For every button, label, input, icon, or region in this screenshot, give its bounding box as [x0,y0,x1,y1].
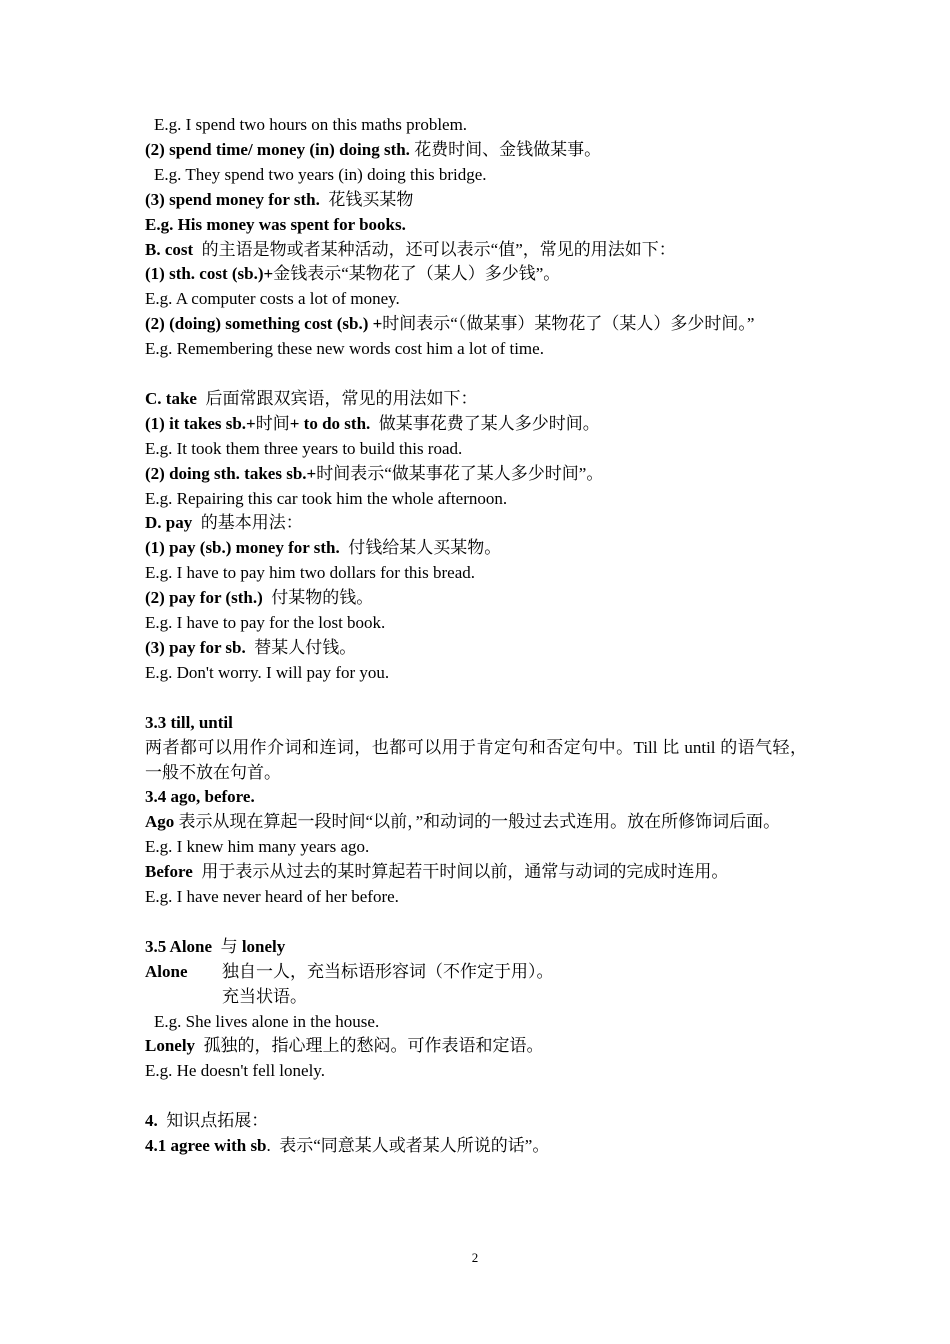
usage-pattern: (2) spend time/ money (in) doing sth. [145,139,410,159]
section-heading [145,1109,807,1134]
definition-text: 独自一人，充当标语形容词（不作定于用）。 [222,961,554,981]
example-line [145,661,807,686]
blank-line [145,910,807,935]
heading-description: 的基本用法： [192,513,303,533]
heading-title: 3.4 ago, before. [145,787,255,807]
usage-meaning: 付钱给某人买某物。 [339,538,502,558]
heading-title: 知识点拓展： [157,1111,269,1131]
heading-title: 3.5 Alone [145,936,213,956]
usage-pattern: (2) doing sth. takes sb.+ [145,463,317,483]
paragraph-term: Before [145,862,193,882]
definition-term: Lonely [145,1036,196,1056]
example-text: E.g. I have to pay him two dollars for this bread. [145,563,476,583]
paragraph [145,860,807,885]
usage-line [145,536,807,561]
example-line [145,113,807,138]
example-line [145,611,807,636]
example-text: E.g. It took them three years to build this road. [145,438,463,458]
example-text: E.g. I have never heard of her before. [145,887,399,907]
example-line [145,561,807,586]
heading-title: lonely [241,936,286,956]
example-text: E.g. A computer costs a lot of money. [145,289,400,309]
usage-pattern: + to do sth. [289,413,371,433]
example-text: E.g. I knew him many years ago. [145,837,370,857]
example-text: E.g. Don't worry. I will pay for you. [145,662,390,682]
usage-pattern: (3) pay for sb. [145,638,246,658]
section-heading [145,387,807,412]
heading-number: 4. [145,1111,158,1131]
section-heading [145,711,807,736]
usage-meaning: 时间表示“（做某事）某物花了（某人）多少时间。” [382,314,755,334]
heading-term: B. cost [145,239,194,259]
blank-line [145,362,807,387]
usage-line [145,138,807,163]
example-line [145,163,807,188]
example-line [145,213,807,238]
example-line [145,487,807,512]
usage-line [145,636,807,661]
usage-pattern: (1) sth. cost (sb.)+ [145,264,274,284]
example-text: E.g. They spend two years (in) doing this bridge. [154,164,487,184]
usage-pattern: (2) (doing) something cost (sb.) + [145,314,383,334]
example-text: E.g. She lives alone in the house. [154,1011,380,1031]
definition-line [145,960,807,985]
usage-line [145,1134,807,1159]
definition-line [145,985,807,1010]
paragraph [145,736,807,786]
paragraph-term: Ago [145,812,175,832]
usage-line [145,188,807,213]
heading-term: D. pay [145,513,193,533]
usage-meaning: 花费时间、金钱做某事。 [409,139,602,159]
usage-line [145,412,807,437]
usage-meaning: 时间表示“做某事花了某人多少时间”。 [316,463,604,483]
section-heading [145,238,807,263]
paragraph-text: 用于表示从过去的某时算起若干时间以前，通常与动词的完成时连用。 [192,862,729,882]
usage-meaning: 做某事花费了某人多少时间。 [370,413,600,433]
heading-title: 3.3 till, until [145,712,233,732]
usage-meaning: . 表示“同意某人或者某人所说的话”。 [266,1136,550,1156]
example-line [145,337,807,362]
definition-term: Alone [145,961,188,981]
section-heading [145,785,807,810]
heading-term: C. take [145,388,197,408]
heading-connector: 与 [212,936,242,956]
blank-line [145,686,807,711]
usage-word: 时间 [255,413,290,433]
usage-meaning: 付某物的钱。 [262,588,374,608]
definition-text: 充当状语。 [222,986,307,1006]
example-text: E.g. Remembering these new words cost him a lot of time. [145,339,544,359]
example-line [145,287,807,312]
example-line [145,835,807,860]
heading-description: 的主语是物或者某种活动，还可以表示“值”，常见的用法如下： [193,239,676,259]
usage-line [145,262,807,287]
paragraph-text: 两者都可以用作介词和连词，也都可以用于肯定句和否定句中。Till 比 until 的语气轻，一般不放在句首。 [145,737,807,782]
example-text: E.g. He doesn't fell lonely. [145,1061,325,1081]
paragraph [145,810,807,835]
usage-meaning: 金钱表示“某物花了（某人）多少钱”。 [273,264,561,284]
example-text: E.g. I have to pay for the lost book. [145,613,386,633]
heading-description: 后面常跟双宾语，常见的用法如下： [196,388,478,408]
example-text: E.g. His money was spent for books. [145,214,406,234]
paragraph-text: 表示从现在算起一段时间“以前，”和动词的一般过去式连用。放在所修饰词后面。 [174,812,781,832]
usage-line [145,462,807,487]
usage-pattern: (2) pay for (sth.) [145,588,263,608]
example-line [145,437,807,462]
section-heading [145,511,807,536]
usage-meaning: 替某人付钱。 [245,638,357,658]
usage-pattern: (1) pay (sb.) money for sth. [145,538,340,558]
example-text: E.g. I spend two hours on this maths problem. [154,115,468,134]
example-line [145,1059,807,1084]
definition-text: 孤独的，指心理上的愁闷。可作表语和定语。 [195,1036,544,1056]
example-text: E.g. Repairing this car took him the whole afternoon. [145,488,508,508]
example-line [145,1010,807,1035]
section-heading [145,935,807,960]
usage-meaning: 花钱买某物 [319,189,414,209]
page-number: 2 [471,1250,479,1265]
usage-pattern: (3) spend money for sth. [145,189,320,209]
usage-line [145,586,807,611]
usage-pattern: 4.1 agree with sb [145,1136,267,1156]
blank-line [145,1084,807,1109]
page-content [145,113,807,1159]
definition-line [145,1034,807,1059]
usage-line [145,312,807,337]
example-line [145,885,807,910]
usage-pattern: (1) it takes sb.+ [145,413,256,433]
